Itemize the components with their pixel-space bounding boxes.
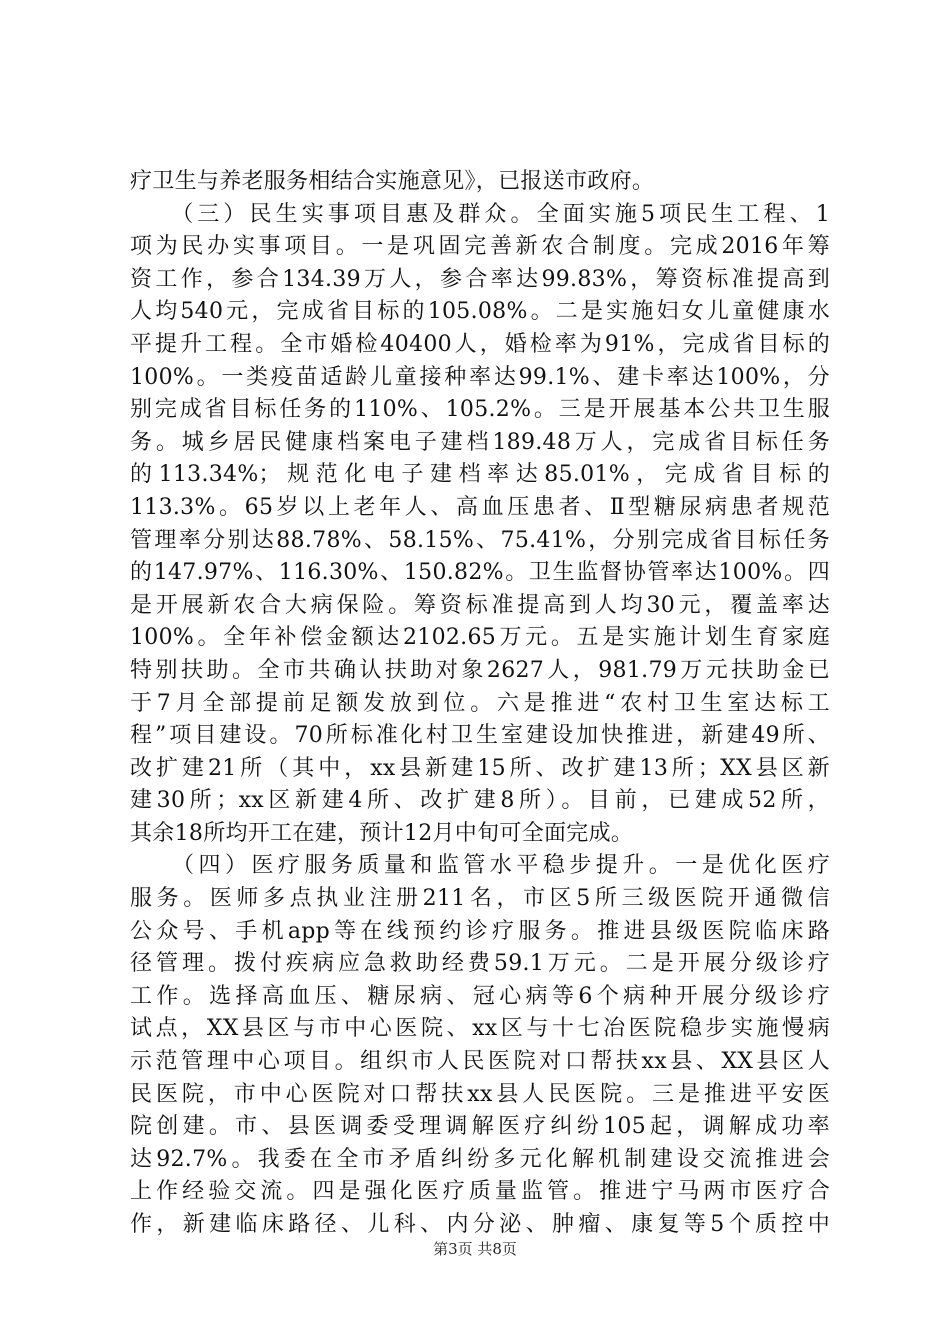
text-line: 113.3%。65岁以上老年人、高血压患者、Ⅱ型糖尿病患者规范 [130, 494, 830, 520]
text-line: 100%。全年补偿金额达2102.65万元。五是实施计划生育家庭 [130, 625, 830, 651]
text-line: 示范管理中心项目。组织市人民医院对口帮扶xx县、XX县区人 [130, 1049, 830, 1075]
text-line: 的113.34%；规范化电子建档率达85.01%，完成省目标的 [130, 462, 830, 488]
text-line: 平提升工程。全市婚检40400人，婚检率为91%，完成省目标的 [130, 331, 830, 357]
text-line: 程”项目建设。70所标准化村卫生室建设加快推进，新建49所、 [130, 723, 830, 749]
text-line: （四）医疗服务质量和监管水平稳步提升。一是优化医疗 [130, 853, 830, 879]
text-line: 工作。选择高血压、糖尿病、冠心病等6个病种开展分级诊疗 [130, 983, 830, 1009]
text-line: （三）民生实事项目惠及群众。全面实施5项民生工程、1 [130, 201, 830, 227]
text-line: 改扩建21所（其中，xx县新建15所、改扩建13所；XX县区新 [130, 755, 830, 781]
text-line: 服务。医师多点执业注册211名，市区5所三级医院开通微信 [130, 886, 830, 912]
text-line: 别完成省目标任务的110%、105.2%。三是开展基本公共卫生服 [130, 397, 830, 423]
text-line: 于7月全部提前足额发放到位。六是推进“农村卫生室达标工 [130, 690, 830, 716]
text-line: 建30所；xx区新建4所、改扩建8所）。目前，已建成52所， [130, 788, 830, 814]
text-line: 院创建。市、县医调委受理调解医疗纠纷105起，调解成功率 [130, 1114, 830, 1140]
text-line: 100%。一类疫苗适龄儿童接种率达99.1%、建卡率达100%，分 [130, 364, 830, 390]
text-line: 民医院，市中心医院对口帮扶xx县人民医院。三是推进平安医 [130, 1081, 830, 1107]
text-line: 项为民办实事项目。一是巩固完善新农合制度。完成2016年筹 [130, 234, 830, 260]
text-line: 资工作，参合134.39万人，参合率达99.83%，筹资标准提高到 [130, 266, 830, 292]
text-line: 的147.97%、116.30%、150.82%。卫生监督协管率达100%。四 [130, 560, 830, 586]
text-line: 管理率分别达88.78%、58.15%、75.41%，分别完成省目标任务 [130, 527, 830, 553]
text-line: 其余18所均开工在建，预计12月中旬可全面完成。 [130, 820, 634, 846]
text-line: 人均540元，完成省目标的105.08%。二是实施妇女儿童健康水 [130, 299, 830, 325]
text-line: 上作经验交流。四是强化医疗质量监管。推进宁马两市医疗合 [130, 1179, 830, 1205]
text-line: 达92.7%。我委在全市矛盾纠纷多元化解机制建设交流推进会 [130, 1146, 830, 1172]
text-line: 作，新建临床路径、儿科、内分泌、肿瘤、康复等5个质控中 [130, 1212, 830, 1237]
text-line: 试点，XX县区与市中心医院、xx区与十七冶医院稳步实施慢病 [130, 1016, 830, 1042]
text-line: 径管理。拨付疾病应急救助经费59.1万元。二是开展分级诊疗 [130, 951, 830, 977]
text-line: 是开展新农合大病保险。筹资标准提高到人均30元，覆盖率达 [130, 592, 830, 618]
page-number: 第3页 共8页 [433, 1240, 517, 1258]
text-line: 特别扶助。全市共确认扶助对象2627人，981.79万元扶助金已 [130, 657, 830, 683]
text-line: 公众号、手机app等在线预约诊疗服务。推进县级医院临床路 [130, 918, 830, 944]
body-text [130, 166, 830, 1242]
text-line: 疗卫生与养老服务相结合实施意见》，已报送市政府。 [130, 169, 655, 194]
text-line: 务。城乡居民健康档案电子建档189.48万人，完成省目标任务 [130, 429, 830, 455]
